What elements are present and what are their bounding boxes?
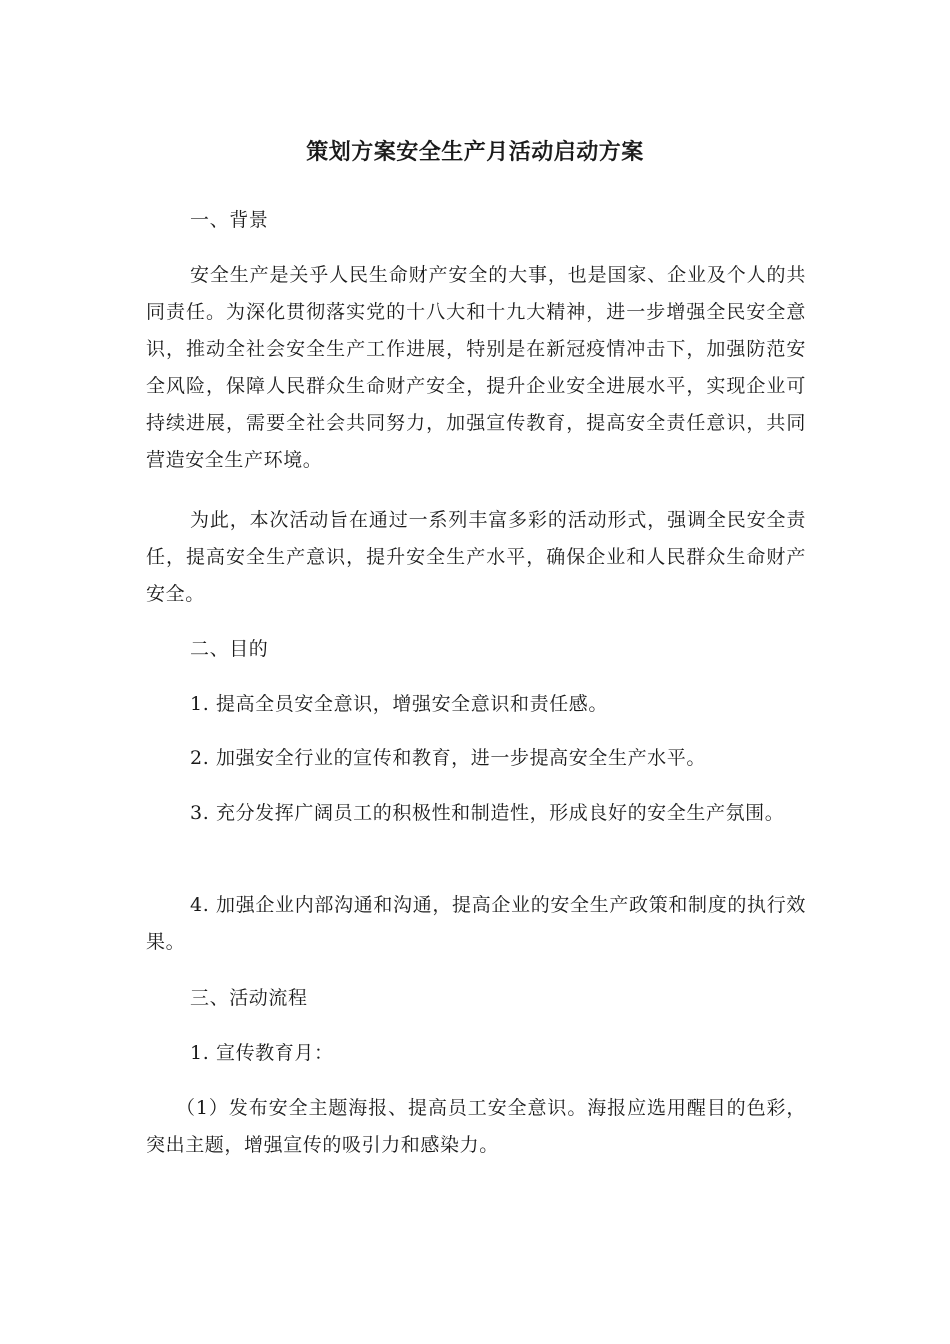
purpose-item-1: 1. 提高全员安全意识，增强安全意识和责任感。 (190, 693, 608, 715)
purpose-item-3: 3. 充分发挥广阔员工的积极性和制造性，形成良好的安全生产氛围。 (190, 802, 785, 824)
purpose-item-2: 2. 加强安全行业的宣传和教育，进一步提高安全生产水平。 (190, 747, 706, 769)
process-item-1: 1. 宣传教育月： (190, 1042, 334, 1064)
section-heading-background: 一、背景 (190, 209, 269, 231)
document-title: 策划方案安全生产月活动启动方案 (306, 140, 644, 165)
background-paragraph-2: 为此，本次活动旨在通过一系列丰富多彩的活动形式，强调全民安全责任，提高安全生产意识，提升安全生产水平，确保企业和人民群众生命财产安全。 (146, 509, 806, 605)
background-paragraph-1: 安全生产是关乎人民生命财产安全的大事，也是国家、企业及个人的共同责任。为深化贯彻落实党的十八大和十九大精神，进一步增强全民安全意识，推动全社会安全生产工作进展，特别是在新冠疫情冲击下，加强防范安全风险，保障人民群众生命财产安全，提升企业安全进展水平，实现企业可持续进展，需要全社会共同努力，加强宣传教育，提高安全责任意识，共同营造安全生产环境。 (146, 264, 806, 471)
purpose-item-4: 4. 加强企业内部沟通和沟通，提高企业的安全生产政策和制度的执行效果。 (146, 894, 806, 953)
section-heading-purpose: 二、目的 (190, 638, 269, 660)
section-heading-process: 三、活动流程 (190, 987, 308, 1009)
process-item-1-sub-1: （1）发布安全主题海报、提高员工安全意识。海报应选用醒目的色彩，突出主题，增强宣传的吸引力和感染力。 (146, 1097, 806, 1156)
